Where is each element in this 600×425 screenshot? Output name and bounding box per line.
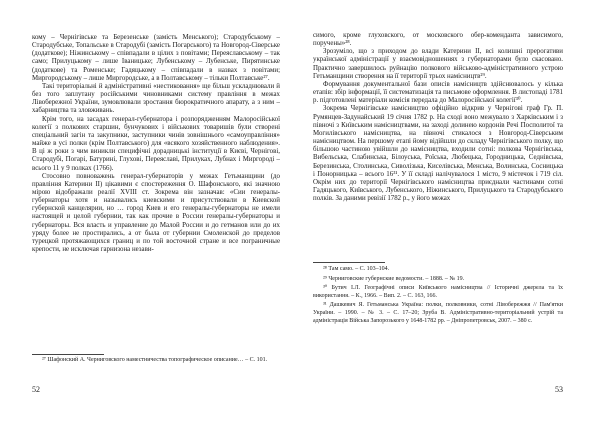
paragraph: симого, кроме глуховского, от московского обер-коменданта зависимого, поручены»²⁸.: [313, 32, 563, 48]
footnote: ²⁹ Черниговские губернские ведомости. – 1888. – № 19.: [323, 275, 465, 282]
left-page: [32, 0, 280, 425]
footnote: ³⁰ Бутич І.Л. Географічні описи Київського намісництва // Історичні джерела та їх використання. – К., 1966. – Вип. 2. – С. 163, 166.: [313, 285, 563, 299]
right-page: [313, 0, 563, 425]
left-page-footnotes: [32, 357, 280, 367]
right-page-footnotes: [313, 266, 563, 327]
footnote: ²⁸ Там само. – С. 103–104.: [323, 266, 390, 272]
paragraph: Зрозуміло, що з приходом до влади Катерини II, всі колишні прерогативи української адміністрації у взаємовідношеннях з губернаторами було скасовано. Практично завершилось руйнацію полкового військово-адміністративного устрою Гетьманщини створення на її території трьох намісництв²⁹.: [313, 48, 563, 80]
paragraph: Формування документальної бази описів намісництв здійснювалось у кілька етапів: збір інформації, її систематизація та письмове оформлення. В листопаді 1781 р. підготовлені матеріали комісія передала до Малоросійської колегії³⁰.: [313, 80, 563, 105]
paragraph: кому – Чернігівське та Березенське (замість Менського); Стародубському – Стародубське, Топальське в Стародубі (замість Погарського) та Новгород-Сіверське (додаткове); Ніжинському – співпадали в цілих з повітами; Переяславському – так само; Прилуцькому – лише Іваницьке; Лубенському – Лубенське, Пирятинське (додаткове) та Роменське; Гадяцькому – співпадали в назвах з повітами; Миргородському – лише Миргородське, а в Полтавському – тільки Полтавське²⁷.: [32, 34, 280, 82]
paragraph: Крім того, на засадах генерал-губернатора і розпорядженням Малоросійської колегії з полкових старшин, бунчукових і військових товаришів були створені спеціальний загін та закупники, заступники чинів зовнішнього «самоуправління» майже в усі полки (крім Полтавського) для «всякого хозяйственного наблюдения». В ці ж роки з чим виникли специфічні дорадницькі інституції в Києві, Чернігові, Стародубі, Погарі, Батурині, Глухові, Переяславі, Прилуках, Лубнах і Миргороді – всього 11 у 9 полках (1766).: [32, 115, 280, 172]
footnote-separator: [32, 354, 104, 355]
page-number: 52: [32, 385, 40, 394]
left-page-body: [32, 34, 280, 254]
footnote: ²⁷ Шафонский А. Черниговского наместничества топографическое описание… – С. 101.: [42, 357, 268, 363]
footnote: ³¹ Дашкевич Я. Гетьманська Україна: полки, полковники, сотні Лівобережжя // Пам'ятки України. – 1990. – № 3. – С. 17–20; Зруба В. Адміністративно-територіальний устрій та адміністрація Війська Запорозького у 1648-1782 рр. – Дніпропетровськ, 2007. – 380 с.: [313, 302, 563, 324]
right-page-body: [313, 32, 563, 203]
paragraph: Такі територіальні й адміністративні «нестиковання» ще більш ускладнювали й без того заплутану російськими чиновниками систему правління в межах Лівобережної України, зумовлювали зростання бюрократичного апарату, а з ним – хабарництва та зловживань.: [32, 82, 280, 115]
paragraph: Стосовно повноважень генерал-губернаторів у межах Гетьманщини (до правління Катерини II) цікавими є спостереження О. Шафонського, які значною мірою відображали реалії XVIII ст. Зокрема він зазначав: «Сии генералы-губернаторы хотя и назывались киевскими и присутствовали в Киевской губернской канцелярии, но … город Киев и его генералы-губернаторы не имели настоящей и целой губернии, так как прочие в России генералы-губернаторы и губернаторы. Вся власть и управление до Малой России и до гетманов или до их уряду более не простирались, а от была от губернии Смоленской до пределов турецкой протяжающихся границ и по той восточной стране и все пограничные крепости, не исключая гарнизона незави-: [32, 172, 280, 254]
footnote-separator: [313, 262, 385, 263]
paragraph: Зокрема Чернігівське намісництво офіційно відкрив у Чернігові граф Гр. П. Румянцев-Задунайський 19 січня 1782 р. На сході воно межувало з Харківським і з півночі з Київським намісництвами, на заході долинею кордонів Речі Посполитої та Могилівського намісництва, на півночі стикалося з Новгород-Сіверським намісництвом. На першому етапі йому відійшли до складу Чернігівського полку, що більшою частиною увійшли до намісництва, входили сотні: полкова Чернігівська, Вибельська, Слабинська, Білоуська, Роїська, Любецька, Городницька, Седнівська, Березинська, Столинська, Сиволізька, Киселівська, Менська, Волинська, Сосницька і Понорницька – всього 16³¹. У її складі налічувалося 1 місто, 9 містечок і 719 сіл. Окрім них до території Чернігівського намісництва приєднали частинами сотні Гадяцького, Київського, Лубенського, Ніжинського, Прилуцького та Стародубського полків. За даними ревізії 1782 р., у його межах: [313, 105, 563, 203]
page-number: 53: [555, 385, 563, 394]
